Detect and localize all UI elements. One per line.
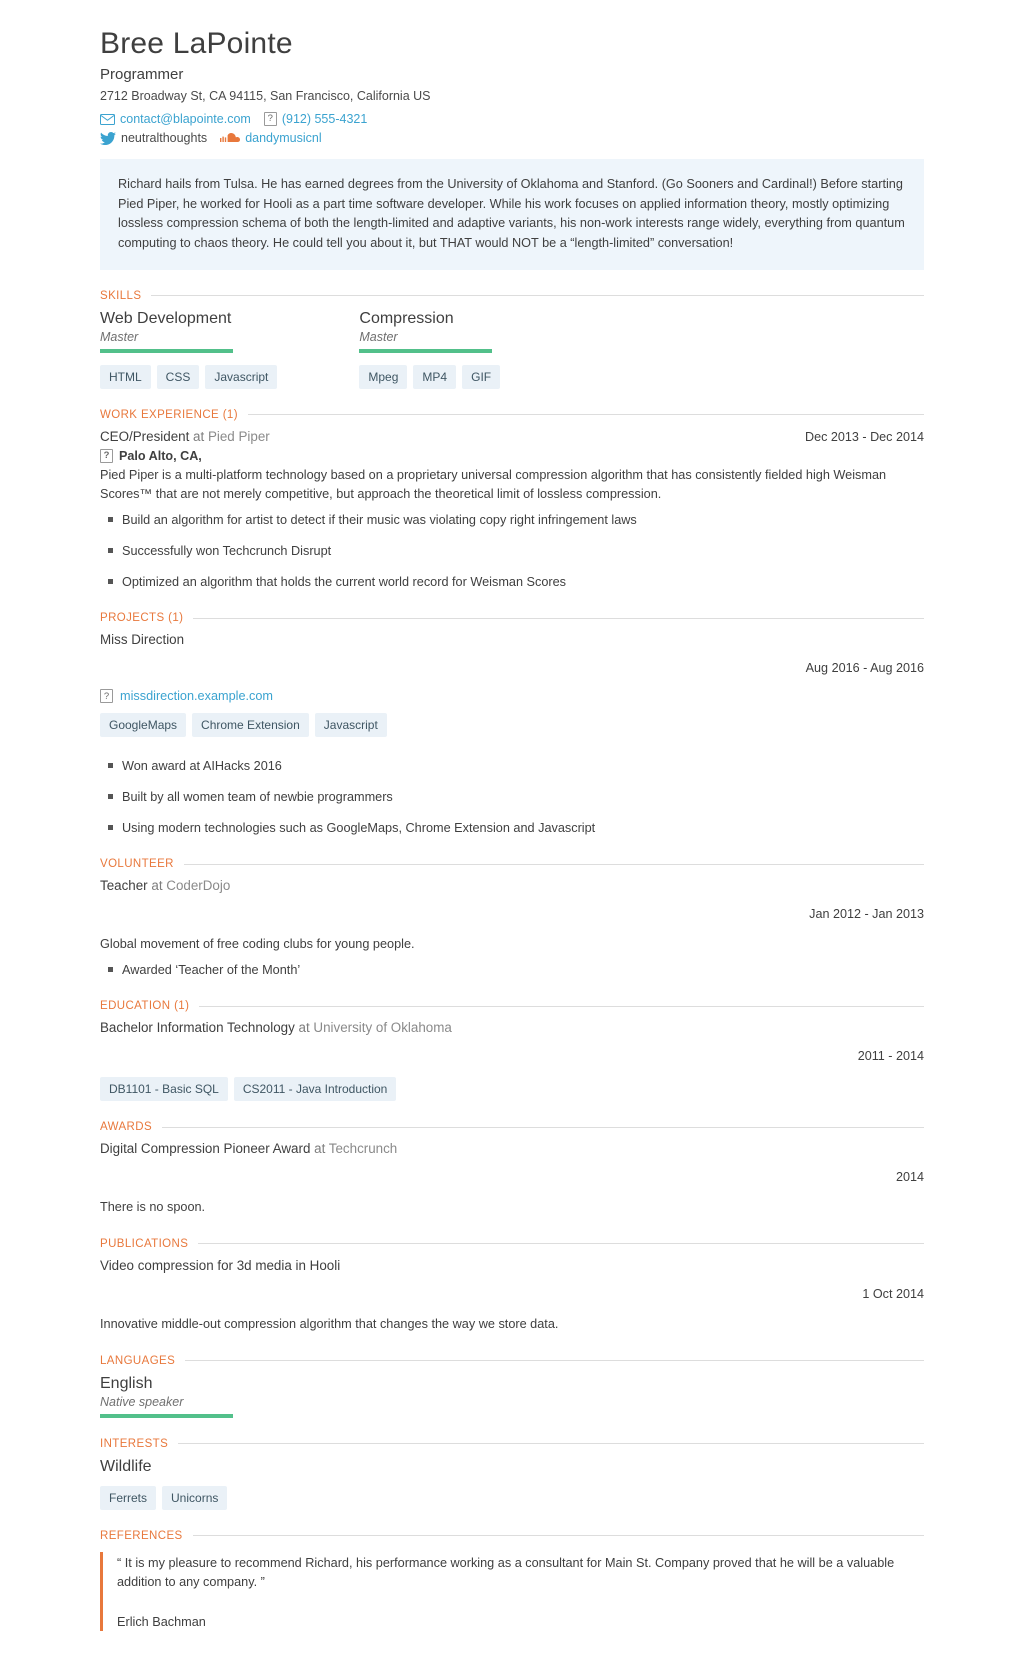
education-entry-title: [100, 1020, 924, 1035]
keyword-tag: Javascript: [205, 365, 277, 389]
keyword-tag: Unicorns: [162, 1486, 227, 1510]
section-label-interests: INTERESTS: [100, 1437, 169, 1450]
skill-name: Web Development: [100, 309, 232, 327]
resume-header: [100, 26, 924, 145]
section-rule: [199, 1006, 924, 1007]
twitter-icon: [100, 132, 116, 145]
work-summary: Pied Piper is a multi-platform technology based on a proprietary universal compression algorithm that has consistently fielded high Weisman Scores™ that are not merely competitive, but approach the theoretical limit of lossless compression.: [100, 467, 887, 502]
keyword-tag: GIF: [462, 365, 500, 389]
education-date: 2011 - 2014: [857, 1049, 924, 1064]
section-header-languages: [100, 1355, 924, 1367]
project-name: Miss Direction: [100, 632, 185, 648]
at-word: at: [151, 878, 163, 894]
list-item: Build an algorithm for artist to detect if their music was violating copy right infringement laws: [122, 511, 924, 530]
education-institution: University of Oklahoma: [313, 1020, 452, 1036]
list-item: Won award at AIHacks 2016: [122, 757, 924, 776]
publication-date: 1 Oct 2014: [862, 1286, 924, 1301]
section-label-volunteer: VOLUNTEER: [100, 858, 174, 871]
project-entry: [100, 632, 924, 838]
skill-level: Master: [100, 329, 139, 344]
course-tag: CS2011 - Java Introduction: [234, 1077, 397, 1101]
section-label-references: REFERENCES: [100, 1529, 183, 1542]
course-tag: DB1101 - Basic SQL: [100, 1077, 228, 1101]
volunteer-entry-title: [100, 878, 924, 893]
project-url-link[interactable]: missdirection.example.com: [120, 689, 274, 704]
keyword-tag: Mpeg: [359, 365, 407, 389]
soundcloud-contact[interactable]: [220, 131, 321, 145]
section-rule: [248, 414, 924, 415]
work-entry-head: [100, 429, 924, 444]
section-rule: [193, 1535, 924, 1536]
reference-name: Erlich Bachman: [117, 1614, 206, 1629]
keyword-tag: Ferrets: [100, 1486, 156, 1510]
list-item: Awarded ‘Teacher of the Month’: [122, 961, 924, 980]
section-label-languages: LANGUAGES: [100, 1354, 176, 1367]
skill-level-bar: [359, 349, 492, 353]
language-item: [100, 1375, 924, 1418]
skill-item: [359, 310, 500, 389]
skill-level-bar: [100, 349, 233, 353]
volunteer-position: Teacher: [100, 878, 148, 894]
list-item: Optimized an algorithm that holds the current world record for Weisman Scores: [122, 573, 924, 592]
award-summary: There is no spoon.: [100, 1200, 206, 1215]
work-date: Dec 2013 - Dec 2014: [804, 429, 924, 444]
at-word: at: [193, 428, 205, 444]
project-keywords: [100, 713, 924, 737]
language-fluency: Native speaker: [100, 1394, 184, 1409]
reference-quote: “ It is my pleasure to recommend Richard, his performance working as a consultant for Main St. Company proved that he will be a valuable addition to any company. ”: [117, 1555, 895, 1590]
project-highlights: [100, 757, 924, 838]
publication-summary: Innovative middle-out compression algorithm that changes the way we store data.: [100, 1316, 559, 1331]
section-rule: [162, 1127, 924, 1128]
summary-block: Richard hails from Tulsa. He has earned degrees from the University of Oklahoma and Stanford. (Go Sooners and Cardinal!) Before starting Pied Piper, he worked for Hooli as a part time software developer. While his work focuses on applied information theory, mostly optimizing lossless compression schema of both the length-limited and adaptive variants, his non-work interests range widely, everything from quantum computing to chaos theory. He could tell you about it, but THAT would NOT be a “length-limited” conversation!: [100, 159, 924, 270]
at-word: at: [314, 1141, 326, 1157]
skill-name: Compression: [359, 309, 454, 327]
work-highlights: [100, 511, 924, 592]
volunteer-highlights: [100, 961, 924, 980]
list-item: Successfully won Techcrunch Disrupt: [122, 542, 924, 561]
at-word: at: [298, 1020, 310, 1036]
section-header-skills: [100, 290, 924, 302]
section-label-skills: SKILLS: [100, 289, 142, 302]
language-level-bar: [100, 1414, 233, 1418]
section-rule: [151, 295, 924, 296]
contact-row-social: [100, 131, 924, 145]
phone-badge-icon: ?: [264, 112, 277, 126]
twitter-contact[interactable]: [100, 131, 207, 145]
soundcloud-link[interactable]: dandymusicnl: [245, 131, 322, 145]
section-label-education: EDUCATION (1): [100, 1000, 190, 1013]
keyword-tag: CSS: [157, 365, 200, 389]
section-label-work: WORK EXPERIENCE (1): [100, 408, 238, 421]
link-badge-icon: ?: [100, 689, 113, 703]
section-rule: [198, 1243, 924, 1244]
award-awarder: Techcrunch: [328, 1141, 398, 1157]
education-study-type: Bachelor Information Technology: [100, 1020, 295, 1036]
section-label-projects: PROJECTS (1): [100, 612, 184, 625]
section-header-volunteer: [100, 858, 924, 870]
publication-entry: [100, 1258, 924, 1335]
list-item: Built by all women team of newbie programmers: [122, 788, 924, 807]
section-rule: [193, 618, 924, 619]
location-badge-icon: ?: [100, 449, 113, 463]
work-location-text: Palo Alto, CA,: [119, 448, 202, 463]
section-header-work: [100, 409, 924, 421]
skills-list: [100, 310, 924, 389]
skill-item: [100, 310, 277, 389]
section-header-education: [100, 1000, 924, 1012]
language-name: English: [100, 1374, 153, 1392]
phone-link[interactable]: (912) 555-4321: [281, 112, 368, 126]
keyword-tag: MP4: [413, 365, 456, 389]
project-date: Aug 2016 - Aug 2016: [805, 661, 924, 676]
section-rule: [185, 1360, 924, 1361]
interest-item: [100, 1458, 924, 1510]
volunteer-date: Jan 2012 - Jan 2013: [809, 907, 924, 922]
award-date: 2014: [895, 1170, 924, 1185]
interest-keywords: [100, 1486, 924, 1510]
section-label-publications: PUBLICATIONS: [100, 1237, 189, 1250]
award-entry: [100, 1141, 924, 1218]
reference-entry: [100, 1552, 924, 1631]
skill-keywords: [100, 365, 277, 389]
section-header-interests: [100, 1438, 924, 1450]
section-header-publications: [100, 1238, 924, 1250]
keyword-tag: Javascript: [315, 713, 387, 737]
keyword-tag: GoogleMaps: [100, 713, 186, 737]
keyword-tag: HTML: [100, 365, 151, 389]
contact-row-primary: [100, 112, 924, 126]
education-entry: [100, 1020, 924, 1101]
section-header-projects: [100, 612, 924, 624]
keyword-tag: Chrome Extension: [192, 713, 309, 737]
section-header-references: [100, 1530, 924, 1542]
job-title: Programmer: [100, 66, 184, 83]
section-label-awards: AWARDS: [100, 1121, 153, 1134]
email-contact[interactable]: [100, 112, 251, 126]
work-entry: [100, 429, 924, 593]
section-rule: [184, 864, 924, 865]
work-entry-title: [100, 429, 270, 444]
soundcloud-icon: [220, 133, 240, 143]
list-item: Using modern technologies such as GoogleMaps, Chrome Extension and Javascript: [122, 819, 924, 838]
volunteer-organization: CoderDojo: [166, 878, 231, 894]
page-title: Bree LaPointe: [100, 27, 293, 60]
section-header-awards: [100, 1121, 924, 1133]
work-position: CEO/President: [100, 428, 190, 444]
section-rule: [178, 1443, 924, 1444]
project-url-row[interactable]: [100, 689, 924, 703]
phone-contact[interactable]: [264, 112, 367, 126]
publication-name: Video compression for 3d media in Hooli: [100, 1257, 341, 1273]
award-title: Digital Compression Pioneer Award: [100, 1141, 311, 1157]
volunteer-summary: Global movement of free coding clubs for young people.: [100, 937, 415, 952]
skill-level: Master: [359, 329, 398, 344]
interest-name: Wildlife: [100, 1457, 152, 1475]
education-courses: [100, 1077, 924, 1101]
email-link[interactable]: contact@blapointe.com: [120, 112, 251, 126]
work-location: [100, 449, 924, 463]
address-line: 2712 Broadway St, CA 94115, San Francisco, California US: [100, 89, 431, 103]
twitter-handle: neutralthoughts: [121, 131, 208, 145]
award-entry-title: [100, 1141, 924, 1156]
envelope-icon: [100, 114, 115, 125]
volunteer-entry: [100, 878, 924, 980]
work-company: Pied Piper: [207, 428, 270, 444]
skill-keywords: [359, 365, 500, 389]
